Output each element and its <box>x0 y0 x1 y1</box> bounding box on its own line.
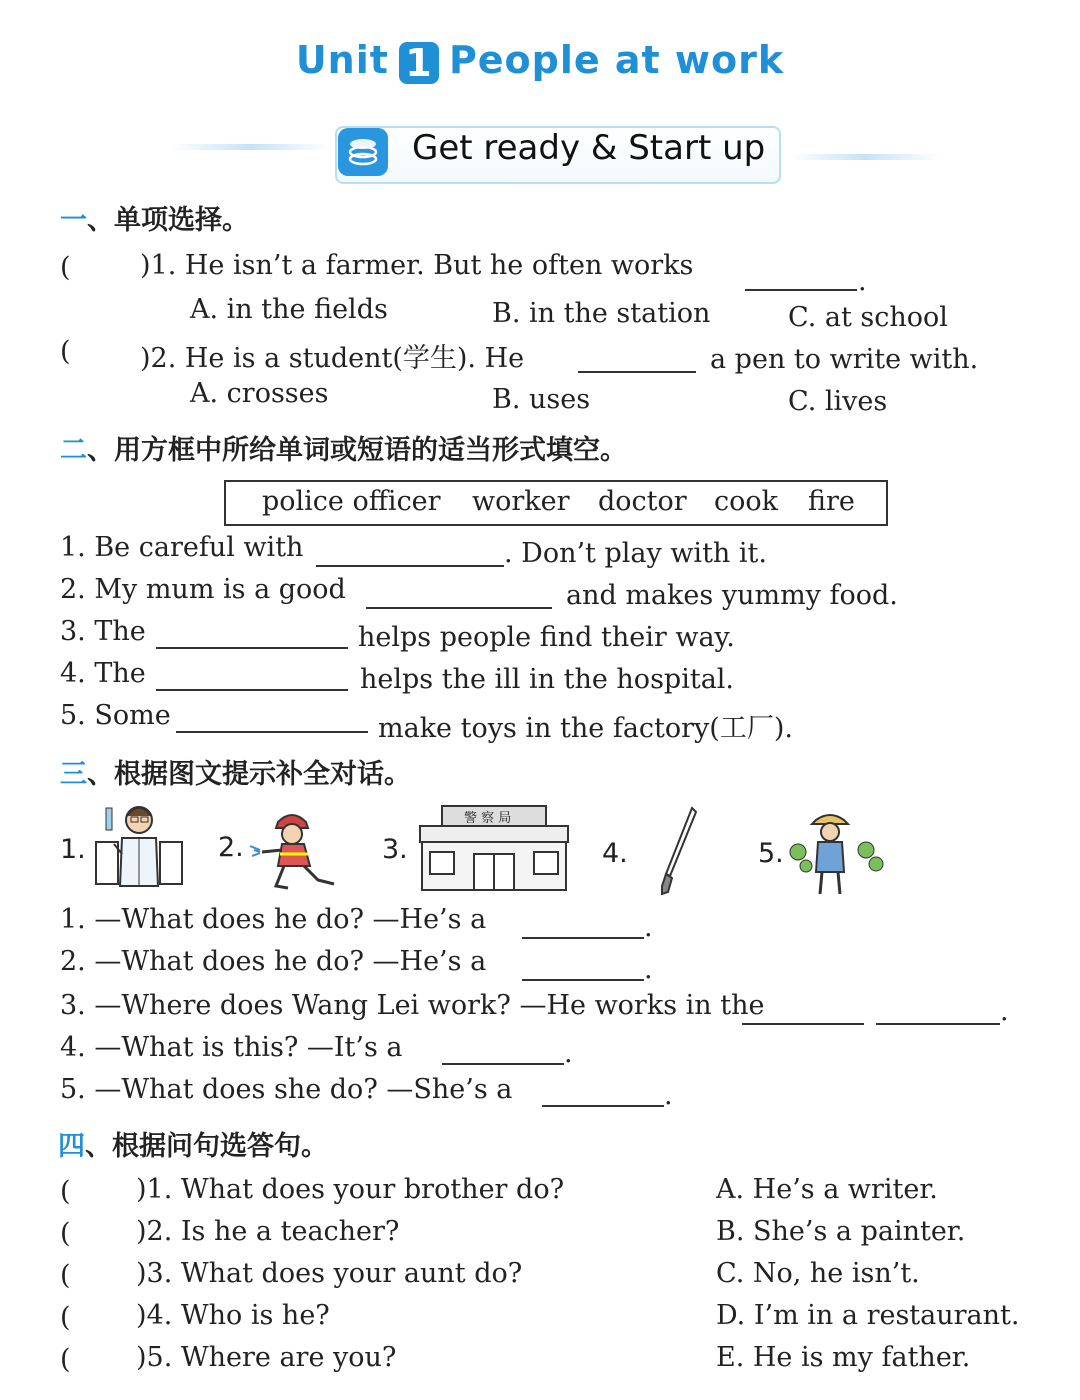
option-c: C. lives <box>788 386 888 417</box>
fill-item-1: 1. Be careful with <box>60 532 304 563</box>
match-answer-c: C. No, he isn’t. <box>716 1258 920 1289</box>
dialogue-3: 3. —Where does Wang Lei work? —He works in the <box>60 990 765 1021</box>
match-question-1: )1. What does your brother do? <box>136 1174 565 1205</box>
answer-blank[interactable] <box>442 1062 564 1065</box>
match-answer-a: A. He’s a writer. <box>716 1174 938 1205</box>
match-question-3: )3. What does your aunt do? <box>136 1258 523 1289</box>
option-a: A. in the fields <box>190 294 388 325</box>
picture-label: 2. <box>218 832 244 863</box>
answer-blank[interactable] <box>742 1022 864 1025</box>
dialogue-4: 4. —What is this? —It’s a <box>60 1032 403 1063</box>
dialogue-2: 2. —What does he do? —He’s a <box>60 946 487 977</box>
unit-name: People at work <box>448 38 785 82</box>
unit-number-badge: 1 <box>399 42 439 84</box>
question-2: )2. He is a student(学生). He <box>140 343 525 374</box>
picture-label: 3. <box>382 834 408 865</box>
answer-paren[interactable]: ( <box>60 1260 71 1291</box>
dialogue-end: . <box>644 954 653 985</box>
fill-item-5: 5. Some <box>60 700 171 731</box>
fill-item-5-post: make toys in the factory(工厂). <box>378 713 793 744</box>
option-a: A. crosses <box>190 378 329 409</box>
match-answer-b: B. She’s a painter. <box>716 1216 966 1247</box>
answer-blank[interactable] <box>745 288 857 291</box>
answer-blank[interactable] <box>156 688 348 691</box>
section2-heading: 二、用方框中所给单词或短语的适当形式填空。 <box>60 435 627 466</box>
answer-blank[interactable] <box>876 1022 1000 1025</box>
question-1-end: . <box>858 266 867 297</box>
answer-paren[interactable]: ( <box>60 336 71 367</box>
dialogue-end: . <box>644 912 653 943</box>
match-question-5: )5. Where are you? <box>136 1342 397 1373</box>
picture-label: 1. <box>60 834 86 865</box>
dialogue-1: 1. —What does he do? —He’s a <box>60 904 487 935</box>
answer-blank[interactable] <box>522 936 644 939</box>
fill-item-4-post: helps the ill in the hospital. <box>360 664 735 695</box>
section3-heading: 三、根据图文提示补全对话。 <box>60 759 411 790</box>
dialogue-5: 5. —What does she do? —She’s a <box>60 1074 513 1105</box>
answer-blank[interactable] <box>578 370 696 373</box>
paintbrush-illustration <box>656 806 700 898</box>
answer-blank[interactable] <box>542 1104 664 1107</box>
match-answer-d: D. I’m in a restaurant. <box>716 1300 1020 1331</box>
answer-paren[interactable]: ( <box>60 1344 71 1375</box>
match-question-4: )4. Who is he? <box>136 1300 330 1331</box>
doctor-scientist-illustration <box>94 798 184 892</box>
word-box-item: fire <box>808 486 855 517</box>
option-c: C. at school <box>788 302 948 333</box>
fill-item-4: 4. The <box>60 658 146 689</box>
answer-paren[interactable]: ( <box>60 252 71 283</box>
word-box-item: worker <box>472 486 570 517</box>
answer-blank[interactable] <box>156 646 348 649</box>
picture-label: 5. <box>758 838 784 869</box>
farmer-illustration <box>786 808 886 898</box>
option-b: B. in the station <box>492 298 711 329</box>
dialogue-end: . <box>564 1038 573 1069</box>
question-1: )1. He isn’t a farmer. But he often works <box>140 250 694 281</box>
word-box-item: police officer <box>262 486 441 517</box>
banner-stripe-left <box>170 144 330 150</box>
answer-paren[interactable]: ( <box>60 1302 71 1333</box>
fill-item-2-post: and makes yummy food. <box>566 580 898 611</box>
answer-paren[interactable]: ( <box>60 1176 71 1207</box>
fill-item-2: 2. My mum is a good <box>60 574 346 605</box>
police-station-sign: 警 察 局 <box>464 811 512 826</box>
unit-label: Unit <box>295 38 389 82</box>
dialogue-end: . <box>1000 996 1009 1027</box>
match-question-2: )2. Is he a teacher? <box>136 1216 400 1247</box>
section1-heading: 一、单项选择。 <box>60 205 249 236</box>
section4-heading: 四、根据问句选答句。 <box>58 1131 328 1162</box>
picture-label: 4. <box>602 838 628 869</box>
option-b: B. uses <box>492 384 591 415</box>
answer-blank[interactable] <box>522 978 644 981</box>
banner-stripe-right <box>790 154 940 160</box>
answer-blank[interactable] <box>366 606 552 609</box>
fill-item-1-post: . Don’t play with it. <box>504 538 767 569</box>
word-box-item: cook <box>714 486 778 517</box>
book-stack-icon <box>338 128 388 176</box>
match-answer-e: E. He is my father. <box>716 1342 971 1373</box>
answer-paren[interactable]: ( <box>60 1218 71 1249</box>
firefighter-illustration <box>248 808 350 892</box>
banner-title: Get ready & Start up <box>412 128 766 168</box>
word-box-item: doctor <box>598 486 687 517</box>
question-2-after: a pen to write with. <box>710 344 979 375</box>
answer-blank[interactable] <box>316 564 504 567</box>
unit-title <box>0 38 1080 84</box>
dialogue-end: . <box>664 1080 673 1111</box>
answer-blank[interactable] <box>176 730 368 733</box>
fill-item-3-post: helps people find their way. <box>358 622 735 653</box>
fill-item-3: 3. The <box>60 616 146 647</box>
